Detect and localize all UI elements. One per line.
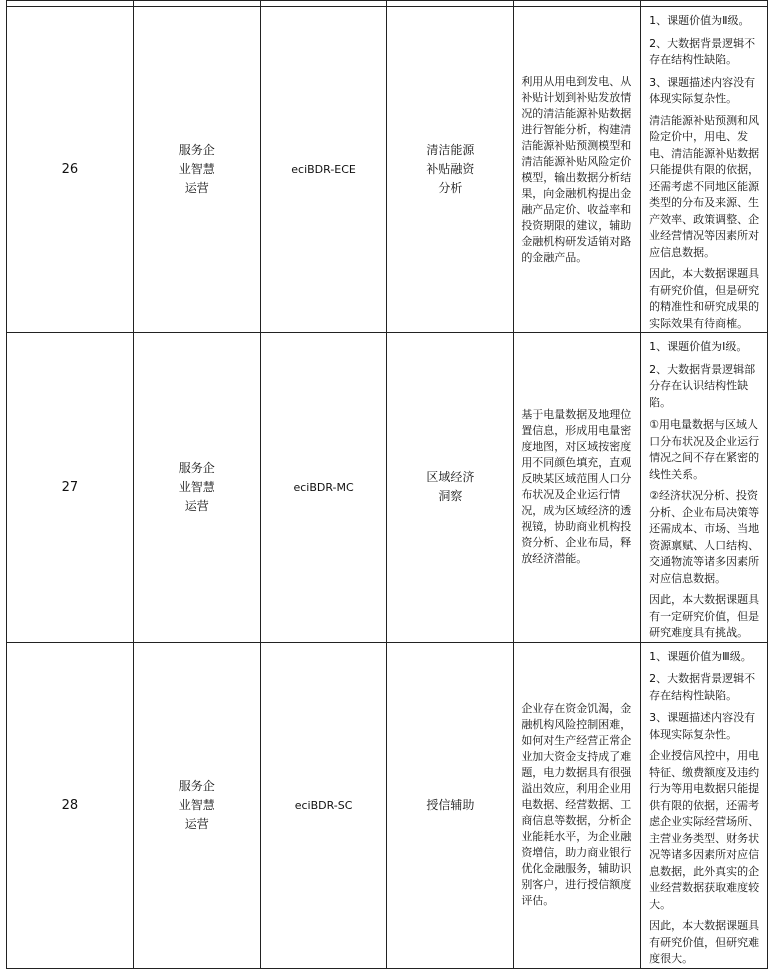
- row-number: 28: [7, 642, 134, 968]
- analysis-line: 3、课题描述内容没有体现实际复杂性。: [649, 711, 756, 741]
- analysis-conclusion: 因此，本大数据课题具有一定研究价值，但是研究难度具有挑战。: [649, 593, 760, 639]
- analysis-paragraph: 企业授信风控中，用电特征、缴费额度及违约行为等用电数据只能提供有限的依据，还需考虑企业实际经营场所、主营业务类型、财务状况等诸多因素所对应信息数据，此外真实的企业经营数据获取难度较大。: [649, 749, 760, 911]
- analysis-paragraph: ②经济状况分析、投资分析、企业布局决策等还需成本、市场、当地资源禀赋、人口结构、交通物流等诸多因素所对应信息数据。: [649, 489, 760, 585]
- analysis-conclusion: 因此，本大数据课题具有研究价值，但研究难度很大。: [649, 919, 760, 965]
- row-code: eciBDR-ECE: [260, 7, 387, 333]
- row-analysis: [641, 333, 768, 643]
- analysis-line: 2、大数据背景逻辑不存在结构性缺陷。: [649, 672, 756, 702]
- row-code: eciBDR-MC: [260, 333, 387, 643]
- table-row: [7, 7, 768, 333]
- analysis-paragraph: ①用电量数据与区域人口分布状况及企业运行情况之间不存在紧密的线性关系。: [649, 418, 760, 481]
- row-number: 27: [7, 333, 134, 643]
- row-topic-name: 区域经济洞察: [387, 333, 514, 643]
- analysis-line: 3、课题描述内容没有体现实际复杂性。: [649, 75, 756, 105]
- analysis-line: 2、大数据背景逻辑部分存在认识结构性缺陷。: [649, 362, 756, 409]
- analysis-line: 1、课题价值为Ⅱ级。: [649, 14, 750, 27]
- row-description: 企业存在资金饥渴，金融机构风险控制困难，如何对生产经营正常企业加大资金支持成了难题，电力数据具有很强溢出效应，利用企业用电数据、经营数据、工商信息等数据，分析企业能耗水平，为企业融资增信，助力商业银行优化金融服务，辅助识别客户，进行授信额度评估。: [514, 642, 641, 968]
- row-category: 服务企业智慧运营: [133, 7, 260, 333]
- row-category: 服务企业智慧运营: [133, 642, 260, 968]
- row-topic-name: 清洁能源补贴融资分析: [387, 7, 514, 333]
- row-analysis: [641, 642, 768, 968]
- row-description: 利用从用电到发电、从补贴计划到补贴发放情况的清洁能源补贴数据进行智能分析，构建清洁能源补贴预测模型和清洁能源补贴风险定价模型，输出数据分析结果，向金融机构提出金融产品定价、收益率和投资期限的建议，辅助金融机构研发适销对路的金融产品。: [514, 7, 641, 333]
- analysis-conclusion: 因此，本大数据课题具有研究价值，但是研究的精准性和研究成果的实际效果有待商榷。: [649, 267, 760, 330]
- row-description: 基于电量数据及地理位置信息，形成用电量密度地图，对区域按密度用不同颜色填充，直观反映某区域范围人口分布状况及企业运行情况，成为区域经济的透视镜，协助商业机构投资分析、企业布局，释放经济潜能。: [514, 333, 641, 643]
- topic-analysis-table: [6, 0, 768, 969]
- row-analysis: [641, 7, 768, 333]
- row-category: 服务企业智慧运营: [133, 333, 260, 643]
- table-row: [7, 333, 768, 643]
- analysis-line: 2、大数据背景逻辑不存在结构性缺陷。: [649, 36, 756, 66]
- row-code: eciBDR-SC: [260, 642, 387, 968]
- analysis-paragraph: 清洁能源补贴预测和风险定价中，用电、发电、清洁能源补贴数据只能提供有限的依据，还需考虑不同地区能源类型的分布及来源、生产效率、政策调整、企业经营情况等因素所对应信息数据。: [649, 113, 760, 259]
- row-topic-name: 授信辅助: [387, 642, 514, 968]
- analysis-line: 1、课题价值为Ⅲ级。: [649, 649, 752, 663]
- table-row: [7, 642, 768, 968]
- row-number: 26: [7, 7, 134, 333]
- analysis-line: 1、课题价值为Ⅰ级。: [649, 340, 748, 353]
